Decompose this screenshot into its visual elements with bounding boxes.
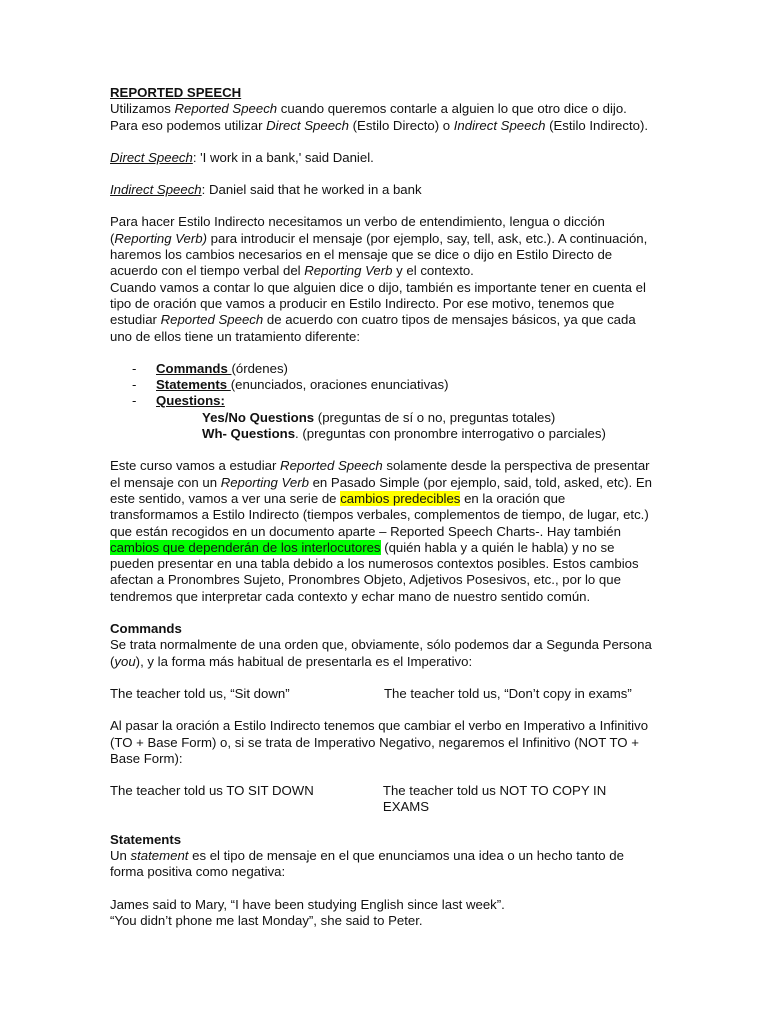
statements-heading: Statements — [110, 831, 182, 847]
list-subitem: Yes/No Questions (preguntas de sí o no, preguntas totales) — [202, 409, 556, 425]
highlight-yellow: cambios predecibles — [340, 490, 461, 506]
commands-heading: Commands — [110, 621, 182, 637]
list-item: - Questions: — [110, 393, 655, 409]
context-paragraph: Cuando vamos a contar lo que alguien dice o dijo, también es importante tener en cuenta el tipo de oración que vamos a producir en Estilo Indirecto. Por ese motivo, tenemos que estudiar Reported Speech de acuerdo con cuatro tipos de mensajes básicos, ya que cada uno de ellos tiene un tratamiento diferente: — [110, 279, 646, 344]
course-paragraph: Este curso vamos a estudiar Reported Speech solamente desde la perspectiva de presentar el mensaje con un Reporting Verb en Pasado Simple (por ejemplo, said, told, asked, etc). En este sentido, vamos a ver una serie de cambios predecibles en la oración que transformamos a Estilo Indirecto (tiempos verbales, complementos de tiempo, de lugar, etc.) que están recogidos en un documento aparte – Reported Speech Charts-. Hay también cambios que dependerán de los interlocutores (quién habla y a quién le habla) y no se pueden presentar en una tabla debido a los numerosos contextos posibles. Estos cambios afectan a Pronombres Sujeto, Pronombres Objeto, Adjetivos Posesivos, etc., por lo que tendremos que interpretar cada contexto y echar mano de nuestro sentido común. — [110, 458, 652, 604]
title: REPORTED SPEECH — [110, 85, 242, 100]
commands-explanation: Al pasar la oración a Estilo Indirecto tenemos que cambiar el verbo en Imperativo a Infinitivo (TO + Base Form) o, si se trata de Imperativo Negativo, negaremos el Infinitivo (NOT TO + Base Form): — [110, 718, 649, 766]
commands-indirect-examples: The teacher told us TO SIT DOWN The teacher told us NOT TO COPY IN EXAMS — [110, 783, 607, 815]
indirect-speech-example: Indirect Speech: Daniel said that he worked in a bank — [110, 182, 422, 198]
statements-example-1: James said to Mary, “I have been studying English since last week”. — [110, 896, 505, 912]
statements-example-2: “You didn’t phone me last Monday”, she said to Peter. — [110, 912, 423, 928]
commands-examples: The teacher told us, “Sit down” The teacher told us, “Don’t copy in exams” — [110, 685, 632, 701]
highlight-green: cambios que dependerán de los interlocutores — [110, 539, 381, 555]
list-item: - Commands (órdenes) — [110, 361, 655, 377]
direct-speech-example: Direct Speech: 'I work in a bank,' said Daniel. — [110, 149, 374, 165]
commands-paragraph: Se trata normalmente de una orden que, obviamente, sólo podemos dar a Segunda Persona (you), y la forma más habitual de presentarla es el Imperativo: — [110, 637, 652, 669]
document-body — [110, 85, 655, 929]
message-types-list — [110, 361, 655, 410]
statements-paragraph: Un statement es el tipo de mensaje en el que enunciamos una idea o un hecho tanto de forma positiva como negativa: — [110, 847, 624, 880]
list-subitem: Wh- Questions. (preguntas con pronombre interrogativo o parciales) — [202, 426, 606, 442]
intro-paragraph: Utilizamos Reported Speech cuando queremos contarle a alguien lo que otro dice o dijo. Para eso podemos utilizar Direct Speech (Estilo Directo) o Indirect Speech (Estilo Indirecto). — [110, 101, 649, 133]
list-item: - Statements (enunciados, oraciones enunciativas) — [110, 377, 655, 393]
reporting-verb-paragraph: Para hacer Estilo Indirecto necesitamos un verbo de entendimiento, lengua o dicción (Reporting Verb) para introducir el mensaje (por ejemplo, say, tell, ask, etc.). A continuación, haremos los cambios necesarios en el mensaje que se dice o dijo en Estilo Directo de acuerdo con el tiempo verbal del Reporting Verb y el contexto. — [110, 214, 648, 279]
